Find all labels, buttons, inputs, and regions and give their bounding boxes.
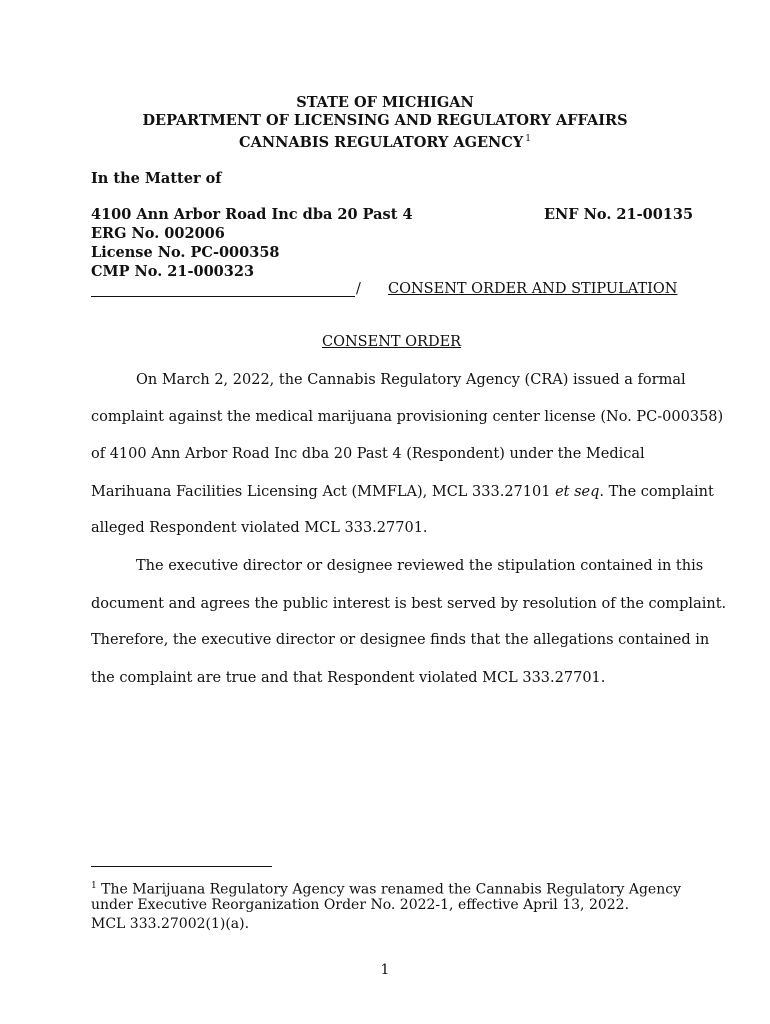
- cmp-number: CMP No. 21-000323: [91, 263, 255, 280]
- paragraph1-text: . The complaint: [599, 484, 714, 500]
- respondent-name: 4100 Ann Arbor Road Inc dba 20 Past 4: [91, 206, 413, 223]
- paragraph2-line: document and agrees the public interest is best served by resolution of the complaint.: [91, 596, 727, 612]
- erg-number: ERG No. 002006: [91, 225, 225, 242]
- enf-number: ENF No. 21-00135: [544, 206, 694, 223]
- paragraph1-line: [91, 484, 714, 500]
- footnote-rule: [91, 866, 272, 867]
- document-title: CONSENT ORDER AND STIPULATION: [388, 281, 678, 297]
- section-title: CONSENT ORDER: [322, 334, 462, 350]
- paragraph1-line: alleged Respondent violated MCL 333.27701.: [91, 520, 428, 536]
- in-the-matter: In the Matter of: [91, 170, 222, 187]
- header-state: STATE OF MICHIGAN: [296, 94, 474, 111]
- caption-rule: [91, 296, 355, 297]
- paragraph1-text: Marihuana Facilities Licensing Act (MMFLA), MCL 333.27101: [91, 484, 556, 500]
- paragraph2-line: Therefore, the executive director or designee finds that the allegations contained in: [91, 632, 710, 648]
- header-footnote-ref: 1: [525, 134, 531, 144]
- paragraph2-line: The executive director or designee reviewed the stipulation contained in this: [136, 558, 704, 574]
- footnote-text: The Marijuana Regulatory Agency was renamed the Cannabis Regulatory Agency: [96, 881, 681, 898]
- footnote-marker: 1: [91, 881, 97, 891]
- paragraph1-line: On March 2, 2022, the Cannabis Regulatory Agency (CRA) issued a formal: [136, 372, 686, 388]
- header-agency: [0, 130, 770, 152]
- et-seq: et seq: [555, 484, 600, 500]
- paragraph2-line: the complaint are true and that Respondent violated MCL 333.27701.: [91, 670, 606, 686]
- paragraph1-line: complaint against the medical marijuana provisioning center license (No. PC-000358): [91, 409, 724, 425]
- header-agency-text: CANNABIS REGULATORY AGENCY: [239, 133, 524, 151]
- footnote-line: under Executive Reorganization Order No. 2022-1, effective April 13, 2022.: [91, 897, 630, 913]
- paragraph1-line: of 4100 Ann Arbor Road Inc dba 20 Past 4 (Respondent) under the Medical: [91, 446, 645, 462]
- page-number: 1: [380, 962, 390, 978]
- header-department: DEPARTMENT OF LICENSING AND REGULATORY AFFAIRS: [142, 112, 628, 129]
- license-number: License No. PC-000358: [91, 244, 280, 261]
- caption-slash: /: [356, 281, 361, 297]
- footnote-line: MCL 333.27002(1)(a).: [91, 916, 250, 932]
